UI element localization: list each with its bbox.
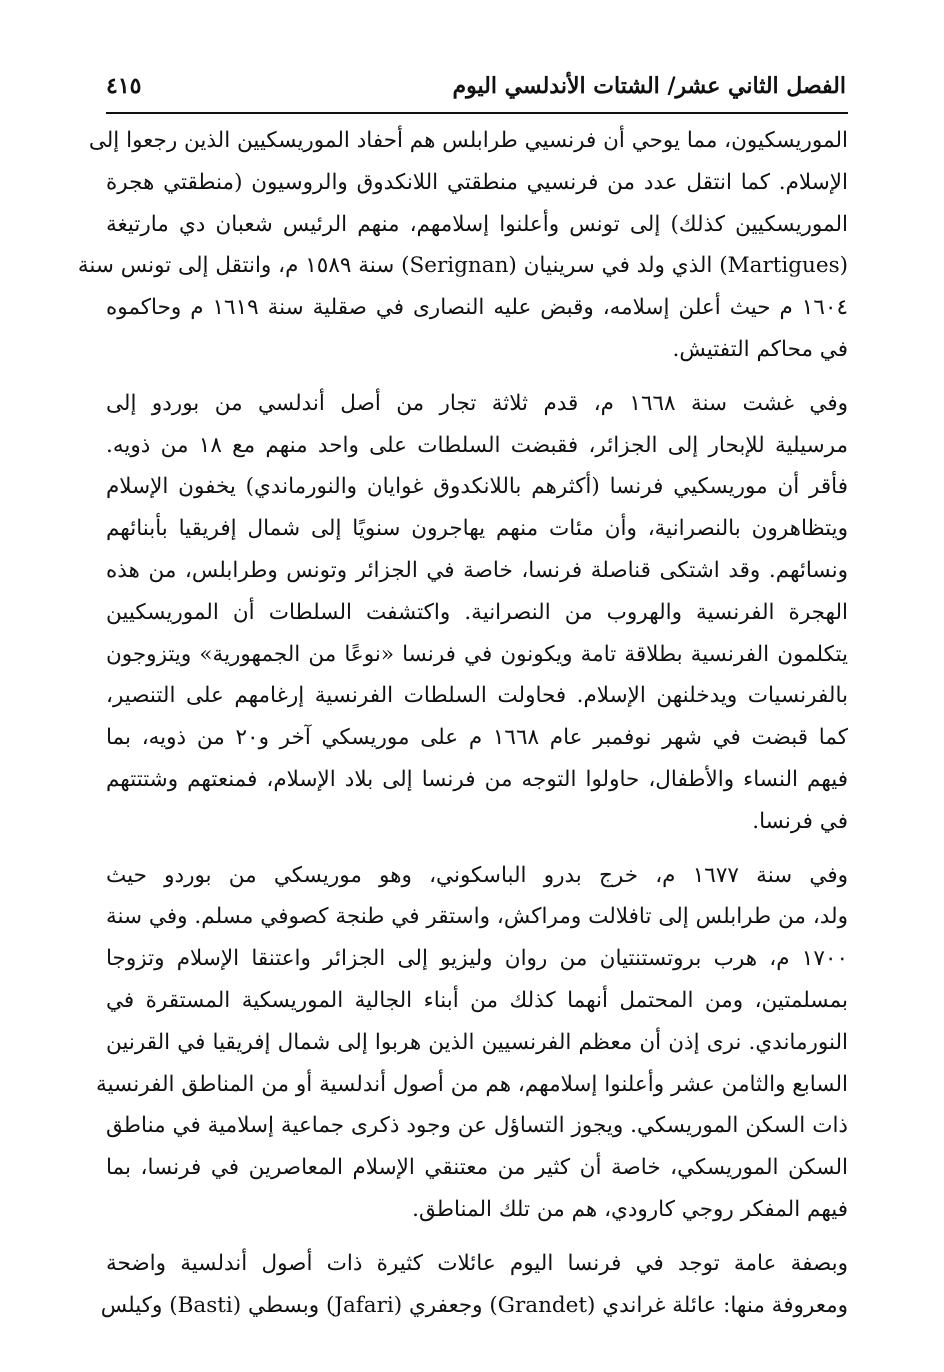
chapter-title: الفصل الثاني عشر/ الشتات الأندلسي اليوم (452, 73, 846, 99)
text-line: النورماندي. نرى إذن أن معظم الفرنسيين الذين هربوا إلى شمال إفريقيا في القرنين (106, 1029, 848, 1055)
paragraph-spacer (106, 843, 848, 855)
text-line: السابع والثامن عشر وأعلنوا إسلامهم، هم من أصول أندلسية أو من المناطق الفرنسية (96, 1071, 848, 1097)
text-line: بالفرنسيات ويدخلنهن الإسلام. فحاولت السلطات الفرنسية إرغامهم على التنصير، (106, 683, 848, 709)
text-line: ١٦٠٤ م حيث أعلن إسلامه، وقبض عليه النصارى في صقلية سنة ١٦١٩ م وحاكموه (106, 295, 848, 321)
running-header (106, 66, 846, 106)
text-line: السكن الموريسكي، خاصة أن كثير من معتنقي الإسلام المعاصرين في فرنسا، بما (106, 1155, 848, 1181)
text-line: الموريسكيين كذلك) إلى تونس وأعلنوا إسلامهم، منهم الرئيس شعبان دي مارتيغة (106, 211, 848, 237)
paragraph (96, 855, 848, 1231)
paragraph (106, 383, 848, 843)
text-line: الهجرة الفرنسية والهروب من النصرانية. واكتشفت السلطات أن الموريسكيين (106, 599, 848, 625)
text-line: فيهم النساء والأطفال، حاولوا التوجه من فرنسا إلى بلاد الإسلام، فمنعتهم وشتتتهم (106, 766, 848, 792)
body-text (77, 120, 848, 1326)
text-line: ١٧٠٠ م، هرب بروتستنتيان من روان وليزيو إلى الجزائر واعتنقا الإسلام وتزوجا (106, 946, 848, 972)
paragraph-spacer (106, 371, 848, 383)
text-line: وفي غشت سنة ١٦٦٨ م، قدم ثلاثة تجار من أصل أندلسي من بوردو إلى (106, 390, 848, 416)
header-divider (106, 112, 848, 114)
text-line: وفي سنة ١٦٧٧ م، خرج بدرو الباسكوني، وهو موريسكي من بوردو حيث (106, 862, 848, 888)
paragraph (100, 1243, 848, 1327)
text-line: وبصفة عامة توجد في فرنسا اليوم عائلات كثيرة ذات أصول أندلسية واضحة (106, 1250, 848, 1276)
paragraph-spacer (106, 1231, 848, 1243)
text-line: يتكلمون الفرنسية بطلاقة تامة ويكونون في فرنسا «نوعًا من الجمهورية» ويتزوجون (106, 641, 848, 667)
text-line: مرسيلية للإبحار إلى الجزائر، فقبضت السلطات على واحد منهم مع ١٨ من ذويه. (106, 432, 848, 458)
text-line: فأقر أن موريسكيي فرنسا (أكثرهم باللانكدوق غوايان والنورماندي) يخفون الإسلام (106, 474, 848, 500)
paragraph (77, 120, 848, 371)
text-line: ومعروفة منها: عائلة غراندي (Grandet) وجعفري (Jafari) وبسطي (Basti) وكيلس (100, 1292, 848, 1318)
text-line: ولد، من طرابلس إلى تافلالت ومراكش، واستقر في طنجة كصوفي مسلم. وفي سنة (106, 904, 848, 930)
text-line: بمسلمتين، ومن المحتمل أنهما كذلك من أبناء الجالية الموريسكية المستقرة في (106, 987, 848, 1013)
text-line: ذات السكن الموريسكي. ويجوز التساؤل عن وجود ذكرى جماعية إسلامية في مناطق (106, 1113, 848, 1139)
text-line: (Martigues) الذي ولد في سرينيان (Serignan) سنة ١٥٨٩ م، وانتقل إلى تونس سنة (77, 253, 848, 279)
text-line: في محاكم التفتيش. (672, 336, 848, 362)
text-line: ونسائهم. وقد اشتكى قناصلة فرنسا، خاصة في الجزائر وتونس وطرابلس، من هذه (106, 557, 848, 583)
text-line: في فرنسا. (752, 808, 848, 834)
text-line: ويتظاهرون بالنصرانية، وأن مئات منهم يهاجرون سنويًا إلى شمال إفريقيا بأبنائهم (106, 516, 848, 542)
page-number: ٤١٥ (106, 73, 142, 99)
text-line: الموريسكيون، مما يوحي أن فرنسيي طرابلس هم أحفاد الموريسكيين الذين رجعوا إلى (88, 128, 848, 153)
text-line: فيهم المفكر روجي كارودي، هم من تلك المناطق. (412, 1196, 848, 1222)
text-line: كما قبضت في شهر نوفمبر عام ١٦٦٨ م على موريسكي آخر و٢٠ من ذويه، بما (106, 725, 848, 751)
text-line: الإسلام. كما انتقل عدد من فرنسيي منطقتي اللانكدوق والروسيون (منطقتي هجرة (106, 169, 848, 195)
